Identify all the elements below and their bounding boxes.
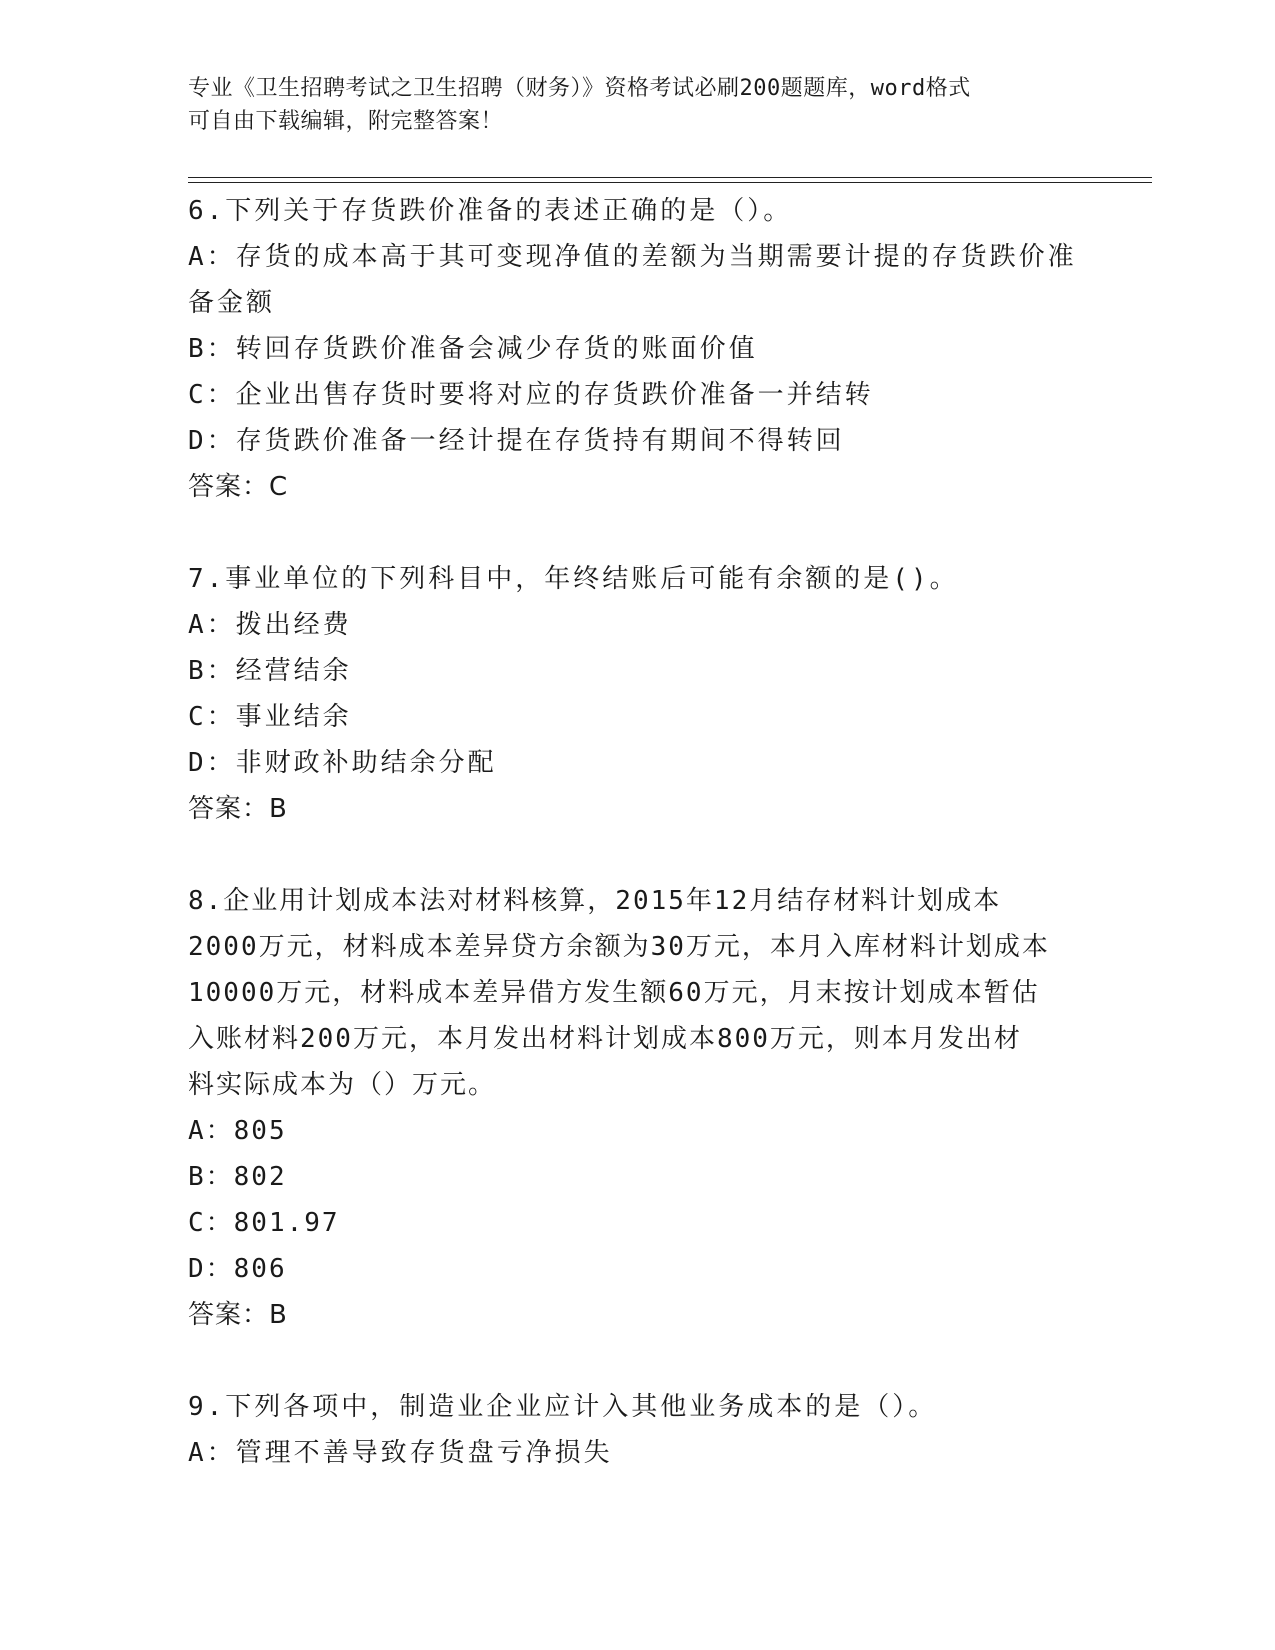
header-divider-bottom	[188, 182, 1152, 183]
question-spacer	[188, 510, 1088, 556]
question-stem-line-4: 入账材料200万元，本月发出材料计划成本800万元，则本月发出材	[188, 1024, 1022, 1054]
question-stem-line-2: 2000万元，材料成本差异贷方余额为30万元，本月入库材料计划成本	[188, 932, 1050, 962]
option-b: B：802	[188, 1162, 287, 1192]
question-8	[188, 878, 1088, 1338]
option-b: B：经营结余	[188, 656, 352, 686]
question-stem: 9.下列各项中，制造业企业应计入其他业务成本的是（）。	[188, 1392, 938, 1422]
option-c: C：801.97	[188, 1208, 340, 1238]
question-6	[188, 188, 1088, 510]
option-d: D：非财政补助结余分配	[188, 748, 497, 778]
option-d: D：存货跌价准备一经计提在存货持有期间不得转回	[188, 426, 845, 456]
header-line-2: 可自由下载编辑，附完整答案！	[188, 109, 504, 134]
question-stem-line-3: 10000万元，材料成本差异借方发生额60万元，月末按计划成本暂估	[188, 978, 1040, 1008]
option-a: A：拨出经费	[188, 610, 352, 640]
header-line-1: 专业《卫生招聘考试之卫生招聘（财务）》资格考试必刷200题题库，word格式	[188, 76, 971, 101]
option-c: C：企业出售存货时要将对应的存货跌价准备一并结转	[188, 380, 874, 410]
question-7	[188, 556, 1088, 832]
question-9	[188, 1384, 1088, 1476]
option-c: C：事业结余	[188, 702, 352, 732]
option-d: D：806	[188, 1254, 287, 1284]
document-header	[188, 72, 1088, 138]
option-a-continued: 备金额	[188, 288, 276, 318]
question-stem-line-1: 8.企业用计划成本法对材料核算，2015年12月结存材料计划成本	[188, 886, 1002, 916]
question-list	[188, 188, 1088, 1476]
answer-label: 答案：B	[188, 794, 288, 824]
question-spacer	[188, 1338, 1088, 1384]
question-spacer	[188, 832, 1088, 878]
answer-label: 答案：C	[188, 472, 289, 502]
question-stem-line-5: 料实际成本为（）万元。	[188, 1070, 497, 1100]
option-a: A：管理不善导致存货盘亏净损失	[188, 1438, 613, 1468]
header-divider-top	[188, 177, 1152, 178]
answer-label: 答案：B	[188, 1300, 288, 1330]
question-stem: 7.事业单位的下列科目中，年终结账后可能有余额的是()。	[188, 564, 959, 594]
option-a: A：805	[188, 1116, 287, 1146]
option-b: B：转回存货跌价准备会减少存货的账面价值	[188, 334, 758, 364]
option-a: A：存货的成本高于其可变现净值的差额为当期需要计提的存货跌价准	[188, 242, 1077, 272]
question-stem: 6.下列关于存货跌价准备的表述正确的是（）。	[188, 196, 793, 226]
